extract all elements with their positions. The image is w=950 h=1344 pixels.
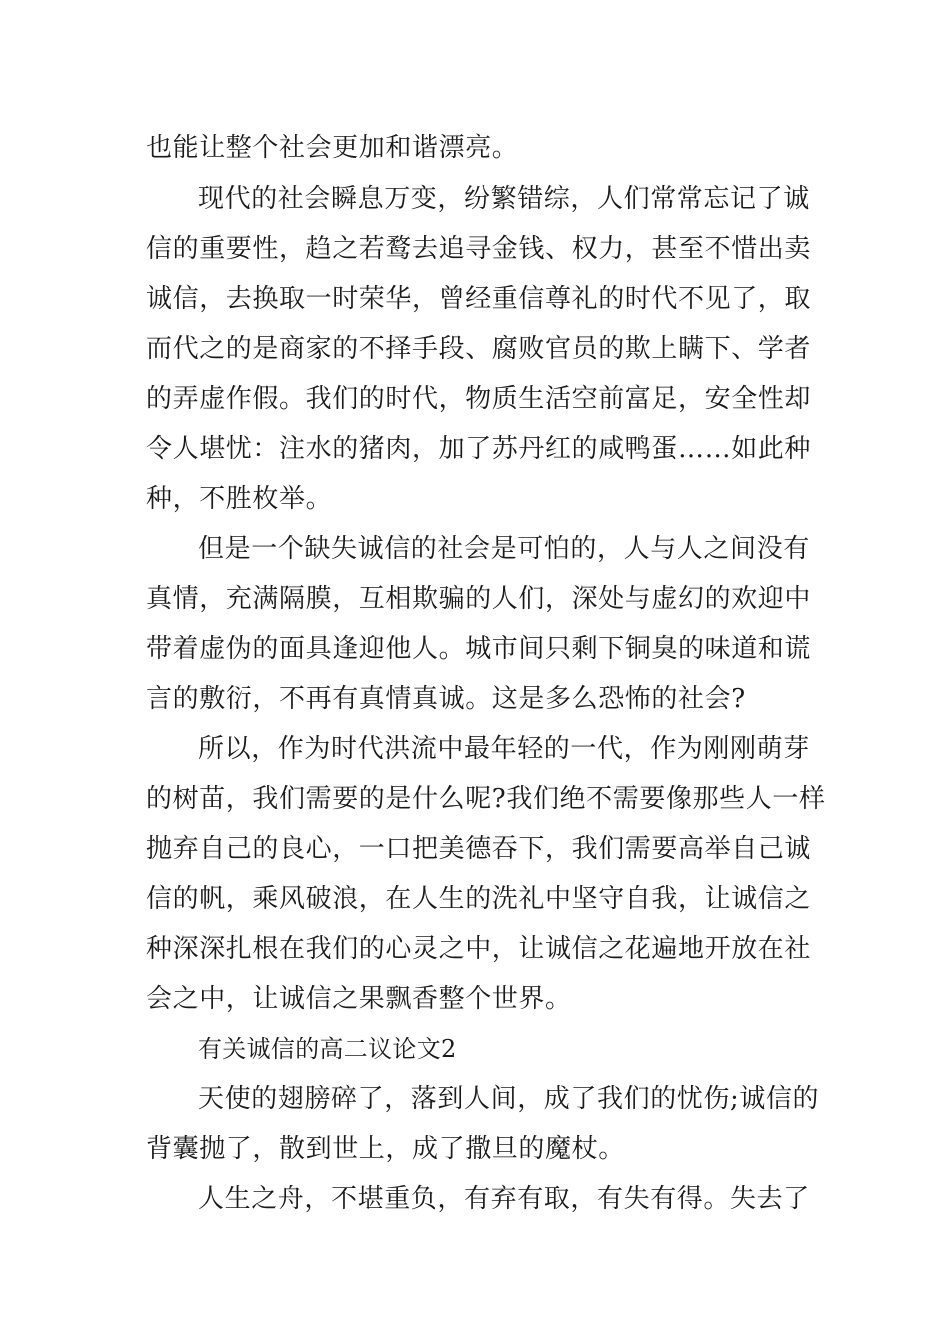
text-line: 种深深扎根在我们的心灵之中，让诚信之花遍地开放在社 [146,934,812,964]
text-line: 种，不胜枚举。 [146,484,333,514]
text-line: 抛弃自己的良心，一口把美德吞下，我们需要高举自己诚 [146,834,812,864]
text-line: 会之中，让诚信之果飘香整个世界。 [146,984,572,1014]
paragraph-first-line: 天使的翅膀碎了，落到人间，成了我们的忧伤;诚信的 [198,1084,820,1114]
paragraph-first-line: 现代的社会瞬息万变，纷繁错综，人们常常忘记了诚 [198,184,810,214]
text-line: 信的帆，乘风破浪，在人生的洗礼中坚守自我，让诚信之 [146,884,812,914]
text-line: 信的重要性，趋之若鹜去追寻金钱、权力，甚至不惜出卖 [146,234,812,264]
text-line: 的弄虚作假。我们的时代，物质生活空前富足，安全性却 [146,384,812,414]
text-line: 令人堪忧：注水的猪肉，加了苏丹红的咸鸭蛋……如此种 [146,434,812,464]
text-line: 的树苗，我们需要的是什么呢?我们绝不需要像那些人一样 [146,784,826,814]
text-line: 言的敷衍，不再有真情真诚。这是多么恐怖的社会? [146,684,746,714]
paragraph-first-line: 所以，作为时代洪流中最年轻的一代，作为刚刚萌芽 [198,734,810,764]
section-heading: 有关诚信的高二议论文2 [198,1035,457,1063]
text-line: 带着虚伪的面具逢迎他人。城市间只剩下铜臭的味道和谎 [146,634,812,664]
text-line: 真情，充满隔膜，互相欺骗的人们，深处与虚幻的欢迎中 [146,584,812,614]
text-line: 而代之的是商家的不择手段、腐败官员的欺上瞒下、学者 [146,334,812,364]
text-line: 诚信，去换取一时荣华，曾经重信尊礼的时代不见了，取 [146,284,812,314]
text-line: 背囊抛了，散到世上，成了撒旦的魔杖。 [146,1134,625,1164]
paragraph-first-line: 但是一个缺失诚信的社会是可怕的，人与人之间没有 [198,534,810,564]
text-line: 也能让整个社会更加和谐漂亮。 [146,133,519,163]
paragraph-first-line: 人生之舟，不堪重负，有弃有取，有失有得。失去了 [198,1184,810,1214]
